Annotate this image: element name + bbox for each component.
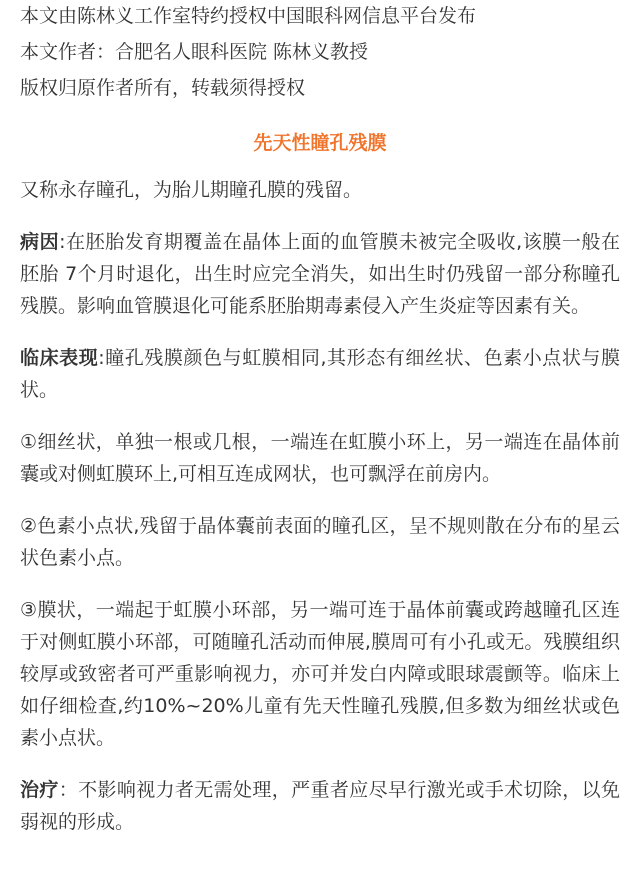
membrane-type-paragraph: ③膜状，一端起于虹膜小环部，另一端可连于晶体前囊或跨越瞳孔区连于对侧虹膜小环部，可随瞳孔活动而伸展,膜周可有小孔或无。残膜组织较厚或致密者可严重影响视力，亦可并发白内障或眼球震颤等。临床上如仔细检查,约10%~20%儿童有先天性瞳孔残膜,但多数为细丝状或色素小点状。: [20, 599, 620, 749]
article-title: 先天性瞳孔残膜: [253, 132, 387, 154]
author-line: 本文作者：合肥名人眼科医院 陈林义教授: [20, 41, 369, 63]
copyright-notice: [20, 0, 620, 106]
cause-text: :在胚胎发育期覆盖在晶体上面的血管膜未被完全吸收,该膜一般在胚胎 7个月时退化，出生时应完全消失，如出生时仍残留一部分称瞳孔残膜。影响血管膜退化可能系胚胎期毒素侵入产生炎症等因素有关。: [20, 231, 620, 317]
publish-source-line: 本文由陈林义工作室特约授权中国眼科网信息平台发布: [20, 5, 477, 27]
copyright-line: 版权归原作者所有，转载须得授权: [20, 77, 306, 99]
treatment-label: 治疗: [20, 779, 59, 801]
treatment-text: ：不影响视力者无需处理，严重者应尽早行激光或手术切除，以免弱视的形成。: [20, 779, 620, 833]
clinical-label: 临床表现: [20, 347, 99, 369]
clinical-text: :瞳孔残膜颜色与虹膜相同,其形态有细丝状、色素小点状与膜状。: [20, 347, 620, 401]
cause-paragraph: [20, 226, 620, 322]
intro-paragraph: 又称永存瞳孔，为胎儿期瞳孔膜的残留。: [20, 179, 363, 201]
pigment-dot-type-paragraph: ②色素小点状,残留于晶体囊前表面的瞳孔区，呈不规则散在分布的星云状色素小点。: [20, 515, 620, 569]
filament-type-paragraph: ①细丝状，单独一根或几根，一端连在虹膜小环上，另一端连在晶体前囊或对侧虹膜环上,可相互连成网状，也可飘浮在前房内。: [20, 431, 620, 485]
clinical-paragraph: [20, 342, 620, 406]
cause-label: 病因: [20, 231, 60, 253]
treatment-paragraph: [20, 774, 620, 838]
